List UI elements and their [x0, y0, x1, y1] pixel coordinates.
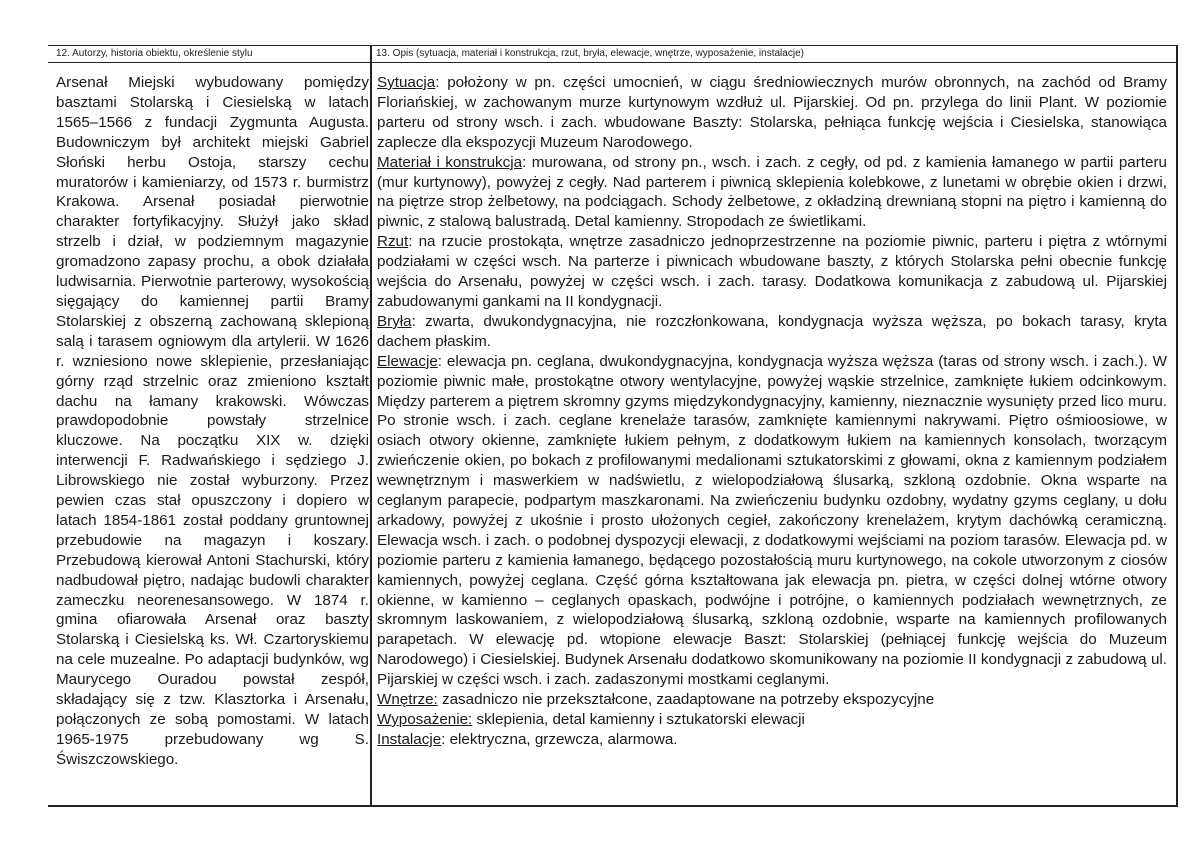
- history-text: Arsenał Miejski wybudowany pomiędzy basztami Stolarską i Ciesielską w latach 1565–1566 z fundacji Zygmunta Augusta. Budowniczym był architekt miejski Gabriel Słoński herbu Ostoja, starszy cechu muratorów i kamieniarzy, od 1573 r. burmistrz Krakowa. Arsenał posiadał pierwotnie charakter fortyfikacyjny. Służył jako skład strzelb i dział, w podziemnym magazynie gromadzono zapasy prochu, a obok działała ludwisarnia. Pierwotnie parterowy, wysokością sięgający do kamiennej partii Bramy Stolarskiej z obszerną zachowaną sklepioną salą i tarasem ogniowym dla artylerii. W 1626 r. wzniesiono nowe sklepienie, przesłaniając górny rząd strzelnic oraz zmieniono kształt dachu na łamany krakowski. Wówczas prawdopodobnie powstały strzelnice kluczowe. Na początku XIX w. dzięki interwencji F. Radwańskiego i sędziego J. Librowskiego nie został wyburzony. Przez pewien czas stał opuszczony i dopiero w latach 1854-1861 został poddany gruntownej przebudowie na magazyn i koszary. Przebudową kierował Antoni Stachurski, który nadbudował piętro, nadając budowli charakter zameczku neorenesansowego. W 1874 r. gmina ofiarowała Arsenał oraz baszty Stolarską i Ciesielską ks. Wł. Czartoryskiemu na cele muzealne. Po adaptacji budynków, wg Maurycego Ouradou powstał zespół, składający się z tzw. Klasztorka i Arsenału, połączonych ze sobą pomostami. W latach 1965-1975 przebudowany wg S. Świszczowskiego.: [56, 74, 369, 768]
- instalacje-paragraph: [377, 730, 1167, 750]
- bryla-text: : zwarta, dwukondygnacyjna, nie rozczłonkowana, kondygnacja wyższa węższa, po bokach tarasy, kryta dachem płaskim.: [377, 312, 1167, 350]
- wnetrze-label: Wnętrze:: [377, 691, 438, 709]
- column-divider: [370, 45, 372, 805]
- wyposazenie-label: Wyposażenie:: [377, 711, 473, 728]
- header-row: [48, 45, 1176, 63]
- bryla-paragraph: [377, 312, 1167, 352]
- material-label: Materiał i konstrukcja: [377, 153, 523, 171]
- elewacje-label: Elewacje: [377, 352, 438, 370]
- sytuacja-paragraph: [377, 73, 1167, 153]
- section-13-header: 13. Opis (sytuacja, materiał i konstrukcja, rzut, bryła, elewacje, wnętrze, wyposażenie, instalacje): [376, 48, 804, 59]
- wnetrze-text: zasadniczo nie przekształcone, zaadaptowane na potrzeby ekspozycyjne: [437, 691, 935, 709]
- rzut-paragraph: [377, 232, 1167, 312]
- history-column: [56, 73, 369, 770]
- section-12-header: 12. Autorzy, historia obiektu, określenie stylu: [56, 48, 253, 59]
- instalacje-text: : elektryczna, grzewcza, alarmowa.: [441, 730, 678, 748]
- material-text: : murowana, od strony pn., wsch. i zach. z cegły, od pd. z kamienia łamanego w partii parteru (mur kurtynowy), powyżej z cegły. Nad parterem i piwnicą sklepienia kolebkowe, z lunetami w obrębie okien i drzwi, na piętrze strop żelbetowy, na podciągach. Schody żelbetowe, z okładziną drewnianą stopni na piętro i kamienną do piwnic, z stalową balustradą. Detal kamienny. Stropodach ze świetlikami.: [377, 153, 1167, 231]
- bryla-label: Bryła: [377, 312, 412, 330]
- wnetrze-paragraph: [377, 690, 1167, 710]
- form-sheet: [48, 45, 1178, 807]
- wyposazenie-text: sklepienia, detal kamienny i sztukatorski elewacji: [472, 711, 805, 728]
- instalacje-label: Instalacje: [377, 730, 442, 748]
- rzut-text: : na rzucie prostokąta, wnętrze zasadniczo jednoprzestrzenne na poziomie piwnic, parteru i piętra z wtórnymi podziałami w części wsch. Na parterze i piwnicach wbudowane baszty, z których Stolarska pełni obecnie funkcję wejścia do Arsenału, powyżej w części wsch. i zach. tarasy. Dodatkowa komunikacja z zabudową ul. Pijarskiej zabudowanymi gankami na II kondygnacji.: [377, 233, 1167, 310]
- rzut-label: Rzut: [377, 233, 409, 251]
- sytuacja-label: Sytuacja: [377, 74, 436, 91]
- elewacje-paragraph: [377, 352, 1167, 690]
- description-column: [377, 73, 1167, 750]
- elewacje-text: : elewacja pn. ceglana, dwukondygnacyjna, kondygnacja wyższa węższa (taras od strony wsch. i zach.). W poziomie piwnic małe, prostokątne otwory wentylacyjne, powyżej wąskie strzelnice, zamknięte łukiem odcinkowym. Między parterem a piętrem skromny gzyms międzykondygnacyjny, kamienny, nieznacznie wysunięty przed lico muru. Po stronie wsch. i zach. ceglane krenelaże tarasów, zamknięte kamiennymi nakrywami. Piętro ośmioosiowe, w osiach otwory okienne, zamknięte łukiem pełnym, z dodatkowym łukiem na kamiennych konsolach, tworzącym zwieńczenie okien, po bokach z profilowanymi medalionami sztukatorskimi z głowami, okna z kamiennym podziałem wewnętrznym i maswerkiem w nadświetlu, z wielopodziałową ślusarką, szkloną ozdobnie. Okna wsparte na ceglanym parapecie, podpartym maszkaronami. Na zwieńczeniu budynku ozdobny, wydatny gzyms ceglany, u dołu arkadowy, powyżej z ukośnie i prosto ułożonych cegieł, zakończony krenelażem, krytym dachówką ceramiczną. Elewacja wsch. i zach. o podobnej dyspozycji elewacji, z dodatkowymi wejściami na poziom tarasów. Elewacja pd. w poziomie parteru z kamienia łamanego, będącego pozostałością muru kurtynowego, na cokole utworzonym z ciosów kamiennych, powyżej ceglana. Część górna kształtowana jak elewacja pn. pietra, w części dolnej wtórne otwory okienne, w kamienno – ceglanych opaskach, podwójne i potrójne, o kamiennych podziałach wewnętrznych, ze skromnym laskowaniem, z wielopodziałową ślusarką, szkloną ozdobnie, wsparte na kamiennych profilowanych parapetach. W elewację pd. wtopione elewacje Baszt: Stolarskiej (pełniącej funkcję wejścia do Muzeum Narodowego) i Ciesielskiej. Budynek Arsenału dodatkowo skomunikowany na poziomie II kondygnacji z zabudową ul. Pijarskiej w części wsch. i zach. zadaszonymi mostkami ceglanymi.: [377, 352, 1167, 689]
- sytuacja-text: : położony w pn. części umocnień, w ciągu średniowiecznych murów obronnych, na zachód od Bramy Floriańskiej, w zachowanym murze kurtynowym wzdłuż ul. Pijarskiej. Od pn. przylega do linii Plant. W poziomie parteru od strony wsch. i zach. wbudowane Baszty: Stolarska, pełniąca funkcję wejścia i Ciesielska, stanowiąca zaplecze dla ekspozycji Muzeum Narodowego.: [377, 74, 1167, 151]
- wyposazenie-paragraph: [377, 710, 1167, 730]
- material-paragraph: [377, 153, 1167, 233]
